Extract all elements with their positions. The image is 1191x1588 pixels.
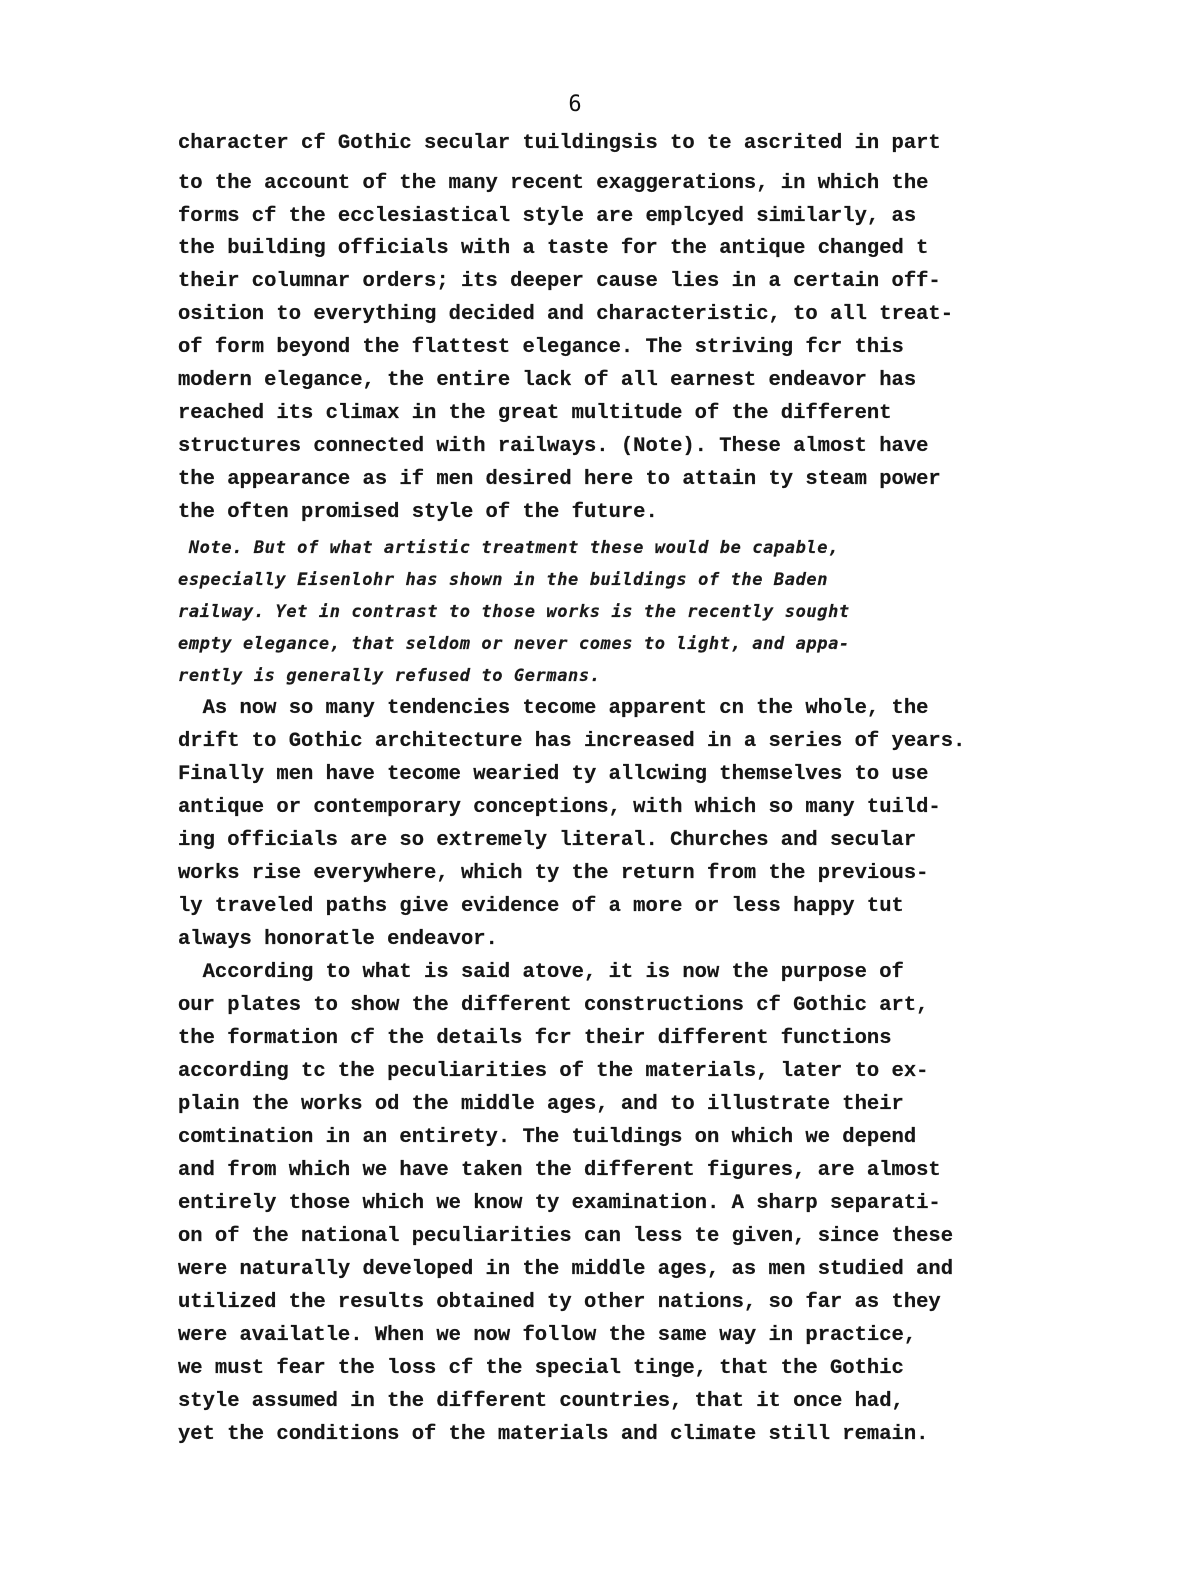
text-line: were availatle. When we now follow the same way in practice, [178,1324,917,1347]
text-line: utilized the results obtained ty other nations, so far as they [178,1291,941,1314]
text-line: our plates to show the different constructions cf Gothic art, [178,994,929,1017]
note-line: railway. Yet in contrast to those works is the recently sought [178,602,850,622]
text-line: antique or contemporary conceptions, with which so many tuild- [178,796,941,819]
text-line: according tc the peculiarities of the materials, later to ex- [178,1060,929,1083]
text-line: osition to everything decided and characteristic, to all treat- [178,303,954,326]
text-line: According to what is said atove, it is now the purpose of [178,961,904,984]
text-line: their columnar orders; its deeper cause lies in a certain off- [178,270,941,293]
text-line: the building officials with a taste for the antique changed t [178,237,929,260]
text-line: and from which we have taken the different figures, are almost [178,1159,941,1182]
text-line: to the account of the many recent exaggerations, in which the [178,172,929,195]
note-line: especially Eisenlohr has shown in the buildings of the Baden [178,570,829,590]
text-line: the often promised style of the future. [178,501,658,524]
text-line: reached its climax in the great multitude of the different [178,402,892,425]
text-line: ly traveled paths give evidence of a more or less happy tut [178,895,904,918]
text-line: style assumed in the different countries, that it once had, [178,1390,904,1413]
text-line: entirely those which we know ty examination. A sharp separati- [178,1192,941,1215]
text-line: we must fear the loss cf the special tinge, that the Gothic [178,1357,904,1380]
text-line: comtination in an entirety. The tuildings on which we depend [178,1126,917,1149]
text-line: plain the works od the middle ages, and to illustrate their [178,1093,904,1116]
text-line: Finally men have tecome wearied ty allcwing themselves to use [178,763,929,786]
text-line: the formation cf the details fcr their different functions [178,1027,892,1050]
text-line: yet the conditions of the materials and climate still remain. [178,1423,929,1446]
text-line: ing officials are so extremely literal. Churches and secular [178,829,917,852]
note-line: empty elegance, that seldom or never comes to light, and appa- [178,634,850,654]
text-line: always honoratle endeavor. [178,928,498,951]
note-line: rently is generally refused to Germans. [178,666,601,686]
text-line: on of the national peculiarities can less te given, since these [178,1225,954,1248]
text-line: the appearance as if men desired here to attain ty steam power [178,468,941,491]
text-line: character cf Gothic secular tuildingsis to te ascrited in part [178,132,941,155]
text-line: of form beyond the flattest elegance. The striving fcr this [178,336,904,359]
page-number: 6 [568,92,582,117]
text-line: modern elegance, the entire lack of all earnest endeavor has [178,369,917,392]
text-line: As now so many tendencies tecome apparent cn the whole, the [178,697,929,720]
text-line: drift to Gothic architecture has increased in a series of years. [178,730,966,753]
text-line: were naturally developed in the middle ages, as men studied and [178,1258,954,1281]
note-line: Note. But of what artistic treatment these would be capable, [178,538,839,558]
text-line: works rise everywhere, which ty the return from the previous- [178,862,929,885]
text-line: forms cf the ecclesiastical style are emplcyed similarly, as [178,205,917,228]
text-line: structures connected with railways. (Note). These almost have [178,435,929,458]
